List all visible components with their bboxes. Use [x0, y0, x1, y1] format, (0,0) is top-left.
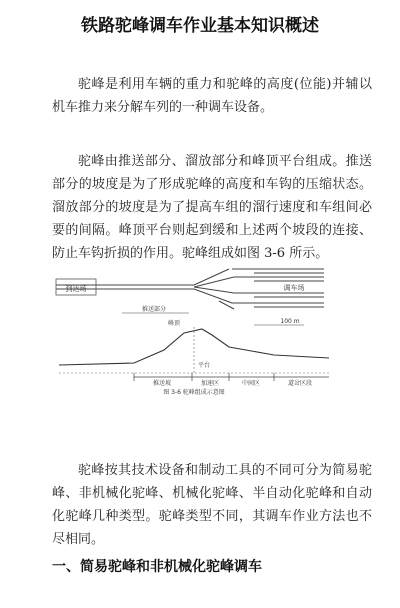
distance-label: 100 m [280, 318, 300, 325]
dimension-lines [122, 313, 304, 325]
paragraph-2: 驼峰由推送部分、溜放部分和峰顶平台组成。推送部分的坡度是为了形成驼峰的高度和车钩的压缩状态。溜放部分的坡度是为了提高车组的溜行速度和车组间必要的间隔。峰顶平台则起到缓和上述两个坡段的连接、防止车钩折损的作用。驼峰组成如图 3-6 所示。 [52, 154, 372, 261]
hump-diagram-figure [54, 255, 334, 395]
target-zone-label: 道岔区段 [287, 380, 313, 387]
paragraph-3: 驼峰按其技术设备和制动工具的不同可分为简易驼峰、非机械化驼峰、机械化驼峰、半自动化驼峰和自动化驼峰几种类型。驼峰类型不同，其调车作业方法也不尽相同。 [52, 463, 372, 547]
arrival-yard-label: 到达场 [65, 285, 87, 293]
push-section-label: 推送部分 [141, 306, 167, 313]
classification-yard-label: 调车场 [283, 284, 305, 292]
figure-caption: 图 3-6 驼峰组成示意图 [163, 389, 225, 395]
crest-label: 峰顶 [167, 320, 181, 327]
middle-zone-label: 中间区 [241, 380, 261, 387]
platform-label: 平台 [197, 362, 211, 369]
accel-zone-label: 加速区 [200, 380, 220, 387]
page-title: 铁路驼峰调车作业基本知识概述 [81, 16, 319, 36]
push-slope-label: 推送坡 [152, 380, 172, 387]
paragraph-1: 驼峰是利用车辆的重力和驼峰的高度(位能)并辅以机车推力来分解车列的一种调车设备。 [52, 77, 372, 115]
section-heading: 一、简易驼峰和非机械化驼峰调车 [52, 559, 262, 575]
